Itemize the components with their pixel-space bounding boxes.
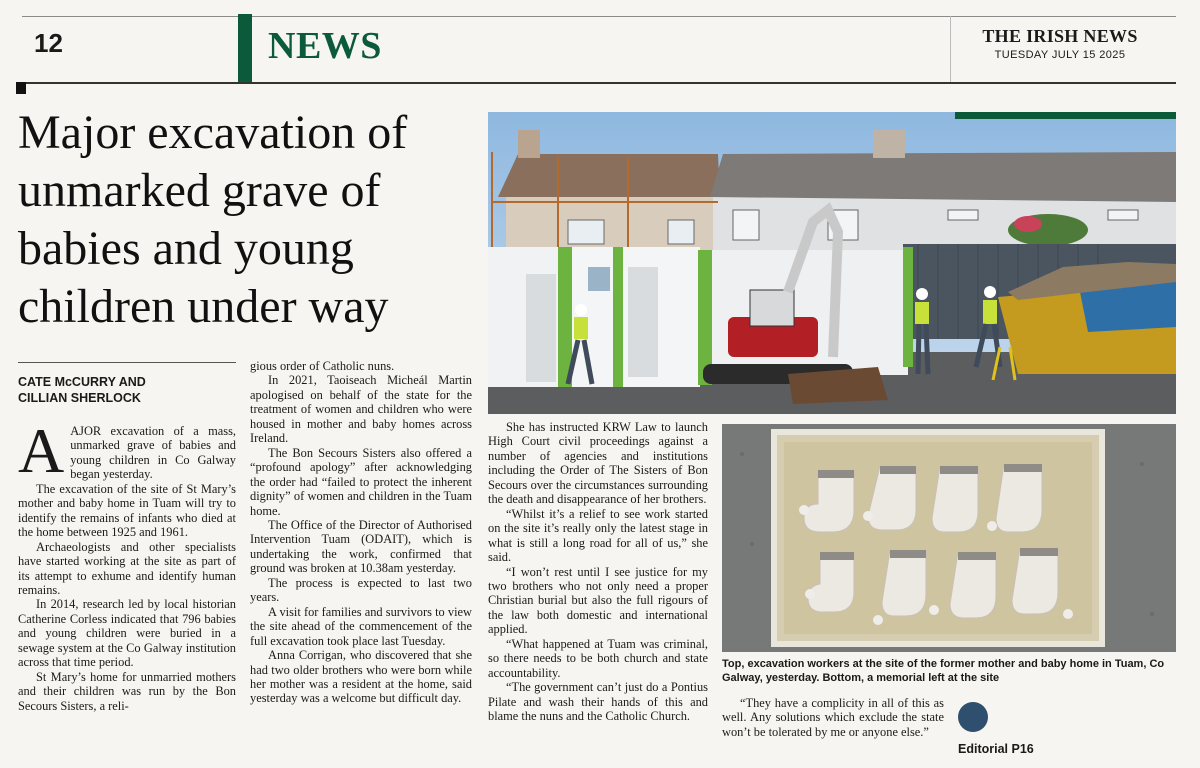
section-title: NEWS xyxy=(268,25,382,67)
masthead xyxy=(960,26,1160,61)
byline-line-1: CATE McCURRY AND xyxy=(18,375,146,389)
headline: Major excavation of unmarked grave of babies and young children under way xyxy=(18,106,408,333)
memorial-socks-illustration xyxy=(722,424,1176,652)
lead-text: AJOR excavation of a mass, unmarked grave of babies and young children in Co Galway began yesterday. xyxy=(70,424,236,482)
excavation-site-photo xyxy=(488,112,1176,414)
article-column-3 xyxy=(488,420,708,724)
masthead-divider xyxy=(950,16,951,82)
header-bottom-rule xyxy=(22,82,1176,84)
issue-date: TUESDAY JULY 15 2025 xyxy=(994,49,1126,61)
article-paragraph: gious order of Catholic nuns. xyxy=(250,359,395,373)
article-column-2 xyxy=(250,359,472,706)
article-paragraph: The excavation of the site of St Mary’s mother and baby home in Tuam will try to identify the remains of infants who died at the home between 1925 and 1961. xyxy=(18,481,236,540)
article-paragraph: Anna Corrigan, who discovered that she had two older brothers who were born while her mother was a resident at the home, said yesterday was a welcome but difficult day. xyxy=(250,648,472,706)
article-paragraph: In 2014, research led by local historian Catherine Corless indicated that 796 babies and young children were buried in a sewage system at the Co Galway institution across that time period. xyxy=(18,597,236,670)
header-tick xyxy=(16,82,26,94)
excavation-scene-illustration xyxy=(488,112,1176,414)
article-paragraph: “Whilst it’s a relief to see work started on the site it’s really only the latest stage in what is still a long road for all of us,” she said. xyxy=(488,506,708,565)
drop-cap: A xyxy=(18,415,65,486)
article-paragraph: The process is expected to last two years. xyxy=(250,575,472,605)
article-paragraph: The Bon Secours Sisters also offered a “profound apology” after acknowledging the order had “failed to protect the inherent dignity” of women and children in the Tuam home. xyxy=(250,445,472,518)
article-paragraph: “What happened at Tuam was criminal, so there needs to be both church and state accountability. xyxy=(488,636,708,680)
byline-rule xyxy=(18,362,236,363)
article-column-1 xyxy=(18,415,236,713)
editorial-dot-icon xyxy=(958,702,988,732)
masthead-name: THE IRISH NEWS xyxy=(982,26,1138,46)
section-accent-bar xyxy=(238,14,252,82)
byline-line-2: CILLIAN SHERLOCK xyxy=(18,391,141,405)
memorial-photo xyxy=(722,424,1176,652)
photo-caption: Top, excavation workers at the site of the former mother and baby home in Tuam, Co Galway, yesterday. Bottom, a memorial left at the site xyxy=(722,658,1165,684)
article-paragraph: She has instructed KRW Law to launch High Court civil proceedings against a number of agencies and institutions including the Order of The Sisters of Bon Secours over the circumstances surrounding the death and disappearance of her brothers. xyxy=(488,420,708,507)
article-paragraph: A visit for families and survivors to view the site ahead of the commencement of the full excavation took place last Tuesday. xyxy=(250,604,472,648)
article-paragraph: The Office of the Director of Authorised Intervention Tuam (ODAIT), which is undertaking the work, confirmed that ground was broken at 10.38am yesterday. xyxy=(250,517,472,576)
byline xyxy=(18,374,238,406)
article-paragraph xyxy=(18,415,236,486)
page-number: 12 xyxy=(34,28,63,58)
article-paragraph: “They have a complicity in all of this as well. Any solutions which exclude the state won’t be tolerated by me or anyone else.” xyxy=(722,696,944,739)
article-paragraph: “The government can’t just do a Pontius Pilate and wash their hands of this and blame the nuns and the Catholic Church. xyxy=(488,680,708,724)
header-top-rule xyxy=(22,16,1176,17)
article-paragraph: In 2021, Taoiseach Micheál Martin apologised on behalf of the state for the treatment of women and children who were housed in mother and baby homes across Ireland. xyxy=(250,373,472,446)
article-paragraph: Archaeologists and other specialists have started working at the site as part of its attempt to exhume and identify human remains. xyxy=(18,539,236,597)
article-paragraph: “I won’t rest until I see justice for my two brothers who not only need a proper Christian burial but also the full rigours of the law both domestic and international applied. xyxy=(488,564,708,637)
editorial-link[interactable]: Editorial P16 xyxy=(958,742,1034,756)
article-paragraph: St Mary’s home for unmarried mothers and their children was run by the Bon Secours Sisters, a reli- xyxy=(18,669,236,713)
article-column-4 xyxy=(722,696,944,739)
